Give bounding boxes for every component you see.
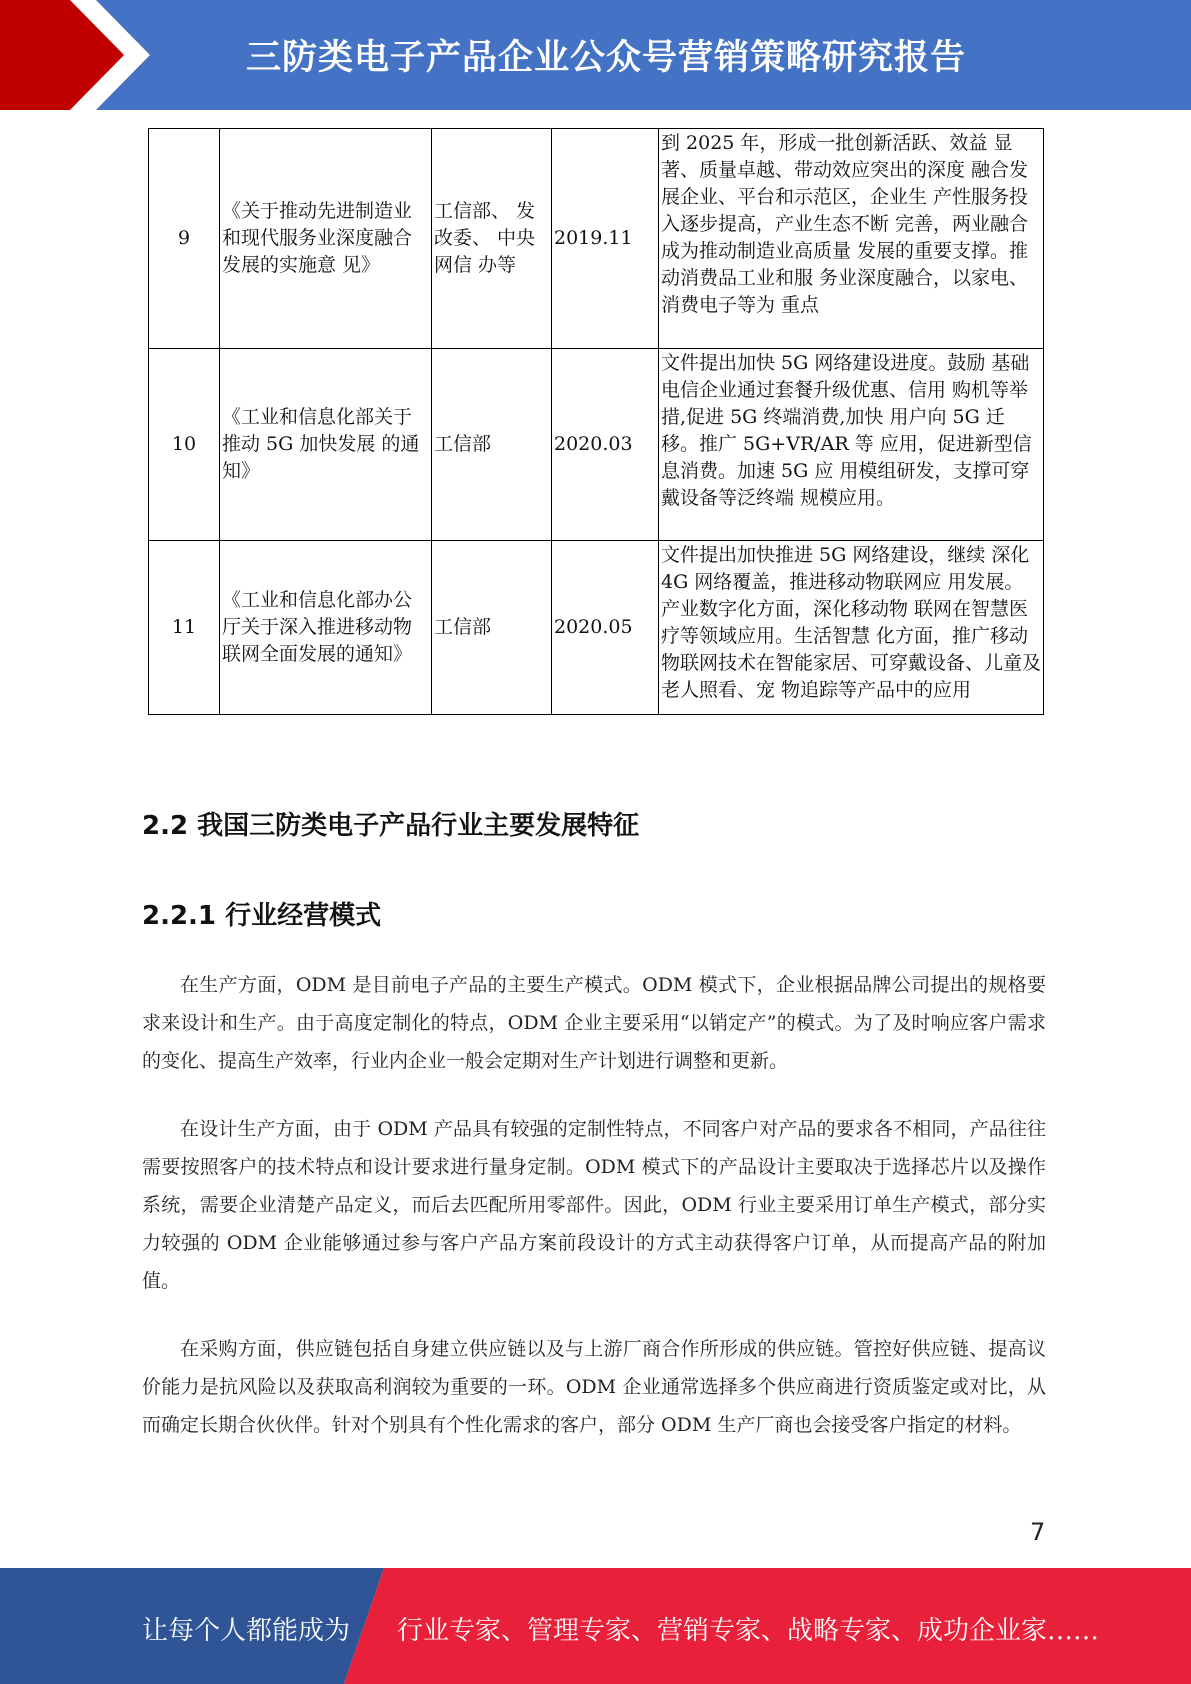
- footer-banner: [0, 1568, 1191, 1684]
- row-number: 9: [149, 129, 220, 349]
- header-banner: [0, 0, 1191, 110]
- issuing-department: 工信部: [432, 541, 552, 715]
- issue-date: 2019.11: [552, 129, 659, 349]
- section-body: [142, 966, 1046, 1474]
- section-heading-2-2-1: 2.2.1 行业经营模式: [142, 901, 382, 931]
- table-row: [149, 349, 1044, 541]
- policy-table: [148, 128, 1044, 715]
- table-row: [149, 129, 1044, 349]
- footer-slogan-right: 行业专家、管理专家、营销专家、战略专家、成功企业家……: [397, 1616, 1100, 1646]
- footer-slogan-left: 让每个人都能成为: [142, 1616, 351, 1646]
- row-number: 11: [149, 541, 220, 715]
- issuing-department: 工信部: [432, 349, 552, 541]
- issue-date: 2020.03: [552, 349, 659, 541]
- page-number: 7: [1030, 1518, 1046, 1546]
- header-chevron-decoration: [0, 0, 160, 110]
- policy-name: 《工业和信息化部关于推动 5G 加快发展 的通知》: [220, 349, 432, 541]
- paragraph-design: 在设计生产方面，由于 ODM 产品具有较强的定制性特点，不同客户对产品的要求各不相同，产品往往需要按照客户的技术特点和设计要求进行量身定制。ODM 模式下的产品设计主要取决于选择芯片以及操作系统，需要企业清楚产品定义，而后去匹配所用零部件。因此，ODM 行业主要采用订单生产模式，部分实力较强的 ODM 企业能够通过参与客户产品方案前段设计的方式主动获得客户订单，从而提高产品的附加值。: [142, 1118, 1046, 1292]
- policy-description-text: 文件提出加快 5G 网络建设进度。鼓励 基础电信企业通过套餐升级优惠、信用 购机等举措,促进 5G 终端消费,加快 用户向 5G 迁移。推广 5G+VR/AR 等 应用，促进新型信息消费。加速 5G 应 用模组研发，支撑可穿戴设备等泛终端 规模应用。: [661, 352, 1032, 509]
- policy-description: [659, 129, 1044, 349]
- policy-description-text: 文件提出加快推进 5G 网络建设，继续 深化 4G 网络覆盖，推进移动物联网应 用发展。产业数字化方面，深化移动物 联网在智慧医疗等领域应用。生活智慧 化方面，推广移动物联网技术在智能家居、可穿戴设备、儿童及老人照看、宠 物追踪等产品中的应用: [661, 544, 1041, 701]
- policy-description: [659, 541, 1044, 715]
- report-title: 三防类电子产品企业公众号营销策略研究报告: [246, 38, 967, 78]
- paragraph-procurement: 在采购方面，供应链包括自身建立供应链以及与上游厂商合作所形成的供应链。管控好供应链、提高议价能力是抗风险以及获取高利润较为重要的一环。ODM 企业通常选择多个供应商进行资质鉴定或对比，从而确定长期合伙伙伴。针对个别具有个性化需求的客户，部分 ODM 生产厂商也会接受客户指定的材料。: [142, 1338, 1046, 1436]
- policy-description: [659, 349, 1044, 541]
- section-heading-2-2: 2.2 我国三防类电子产品行业主要发展特征: [142, 811, 640, 841]
- policy-name: 《工业和信息化部办公厅关于深入推进移动物联网全面发展的通知》: [220, 541, 432, 715]
- row-number: 10: [149, 349, 220, 541]
- policy-name: 《关于推动先进制造业和现代服务业深度融合发展的实施意 见》: [220, 129, 432, 349]
- issuing-department: 工信部、 发改委、 中央网信 办等: [432, 129, 552, 349]
- policy-description-text: 到 2025 年，形成一批创新活跃、效益 显著、质量卓越、带动效应突出的深度 融合发展企业、平台和示范区，企业生 产性服务投入逐步提高，产业生态不断 完善，两业融合成为推动制造业高质量 发展的重要支撑。推动消费品工业和服 务业深度融合，以家电、消费电子等为 重点: [661, 132, 1029, 316]
- paragraph-production: 在生产方面，ODM 是目前电子产品的主要生产模式。ODM 模式下，企业根据品牌公司提出的规格要求来设计和生产。由于高度定制化的特点，ODM 企业主要采用“以销定产”的模式。为了及时响应客户需求的变化、提高生产效率，行业内企业一般会定期对生产计划进行调整和更新。: [142, 974, 1046, 1072]
- issue-date: 2020.05: [552, 541, 659, 715]
- table-row: [149, 541, 1044, 715]
